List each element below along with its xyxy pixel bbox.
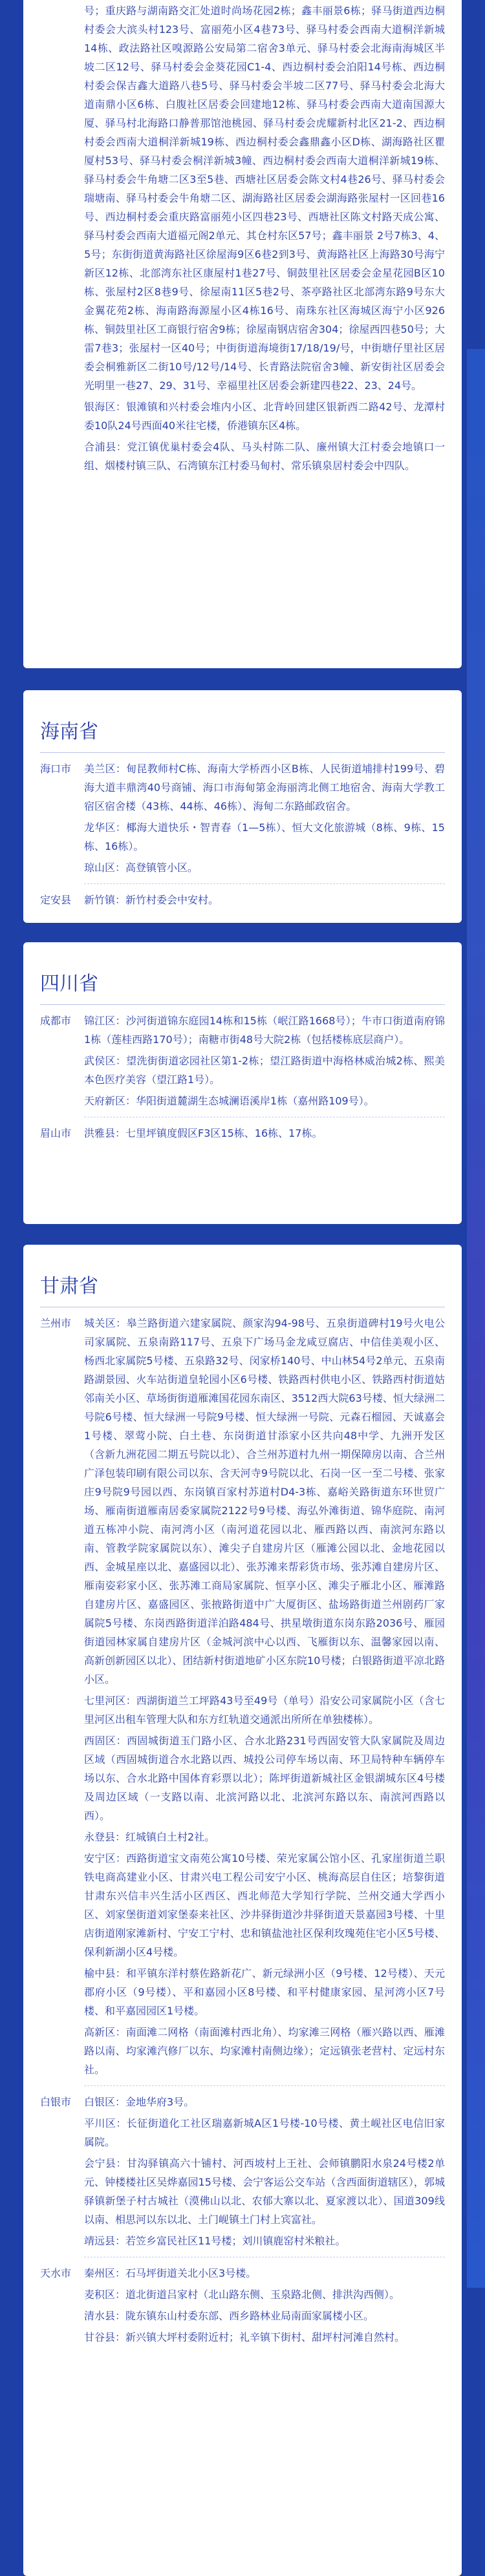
- address-text: 党江镇优巢村委会4队、马头村陈二队、廉州镇大江村委会地镇口一组、烟楼村镇三队、石湾镇东江村委马甸村、常乐镇泉居村委会中四队。: [84, 441, 445, 472]
- city-entry: [40, 759, 445, 880]
- address-line: [84, 2232, 445, 2250]
- address-text: 新竹镇：新竹村委会中安村。: [84, 894, 219, 906]
- district-label: 琼山区：: [84, 861, 126, 874]
- divider: [40, 1004, 445, 1005]
- city-entry: [40, 2264, 445, 2349]
- address-line: [84, 2154, 445, 2229]
- address-text: 西路街道宝文南苑公寓10号楼、荣光家属公馆小区、孔家崖街道兰职铁电商高建业小区、甘肃兴电工程公司安宁小区、桃海高层自住区；培黎街道甘肃东兴信丰兴生活小区西区、西北师范大学知行学院、兰州交通大学西小区、刘家堡街道刘家堡泰来社区、沙井驿街道沙井驿街道天景嘉园3号楼、十里店街道刚家滩新村、宁安工宁村、忠和镇盐池社区保利玫瑰苑住宅小区5号楼、保利新湖小区4号楼。: [84, 1852, 445, 1958]
- district-label: 七里河区：: [84, 1694, 136, 1707]
- district-label: 天府新区：: [84, 1095, 136, 1107]
- district-label: 合浦县：: [84, 441, 127, 453]
- address-text: 新兴镇大坪村委附近村；礼辛镇下街村、甜坪村河滩自然村。: [125, 2331, 405, 2343]
- city-entry-continued: [40, 1, 445, 478]
- district-label: 平川区：: [84, 2117, 127, 2129]
- district-label: 白银区：: [84, 2096, 126, 2108]
- address-line: [84, 2264, 445, 2283]
- district-label: 永登县：: [84, 1831, 126, 1843]
- district-label: 银海区：: [84, 401, 127, 413]
- address-text: 甘沟驿镇高六十铺村、河西坡村上王社、会师镇鹏阳水泉24号楼2单元、钟楼楼社区吴烨嘉园15号楼、会宁客运公交车站（含西面街道辖区），郭城驿镇新堡子村古城社（漠佛山以北、农郁大寨以北、夏家渡以北）、国道309线以南、相思河以东以北、土门岘镇土门村上宾富社。: [84, 2157, 445, 2226]
- district-label: 高新区：: [84, 2026, 126, 2038]
- address-line: [84, 2285, 445, 2304]
- address-text: 甸昆教师村C栋、海南大学桥西小区B栋、人民街道埔排村199号、碧海大道丰鼎湾40号商铺、海口市海甸第金海丽湾北侧工地宿舍、海南大学教工宿区宿舍楼（43栋、44栋、46栋）、海甸二东路邮政宿舍。: [84, 763, 445, 812]
- address-line: [84, 858, 445, 877]
- divider: [84, 883, 445, 884]
- region-card-continued: [23, 0, 462, 668]
- right-edge-accent: [467, 349, 485, 2288]
- address-line: [84, 1964, 445, 2020]
- province-title: 四川省: [40, 973, 98, 995]
- divider: [40, 752, 445, 753]
- region-card-hainan: [23, 690, 462, 923]
- city-name: 白银市: [40, 2096, 72, 2108]
- city-name: 眉山市: [40, 1127, 72, 1139]
- address-line: [84, 397, 445, 435]
- district-label: 秦州区：: [84, 2267, 126, 2279]
- district-label: 美兰区：: [84, 763, 127, 775]
- address-text: 石马坪街道关北小区3号楼。: [125, 2267, 257, 2279]
- address-text: 若笠乡富民社区11号楼；刘川镇鹿窑村米粮社。: [125, 2235, 346, 2247]
- city-entry: [40, 2093, 445, 2253]
- city-name: 天水市: [40, 2267, 72, 2279]
- district-label: 靖远县：: [84, 2235, 126, 2247]
- divider: [84, 2085, 445, 2086]
- city-name: 成都市: [40, 1015, 72, 1027]
- address-line: [84, 1314, 445, 1689]
- address-text: 高登镇管小区。: [125, 861, 199, 874]
- address-line: [84, 1124, 445, 1143]
- address-line: [84, 818, 445, 856]
- district-label: 安宁区：: [84, 1852, 127, 1864]
- address-line: [84, 891, 445, 909]
- address-line: [84, 1849, 445, 1961]
- city-entry: [40, 1314, 445, 2082]
- address-line: [84, 1051, 445, 1089]
- city-name: [40, 1, 84, 478]
- address-line: [84, 2307, 445, 2325]
- district-label: 清水县：: [84, 2310, 126, 2322]
- address-text: 陇东镇东山村委东部、西乡路林业局南面家属楼小区。: [125, 2310, 374, 2322]
- address-text: 南面滩二网格（南面滩村西北角）、均家滩三网格（雁兴路以西、雁滩路以南、均家滩汽修厂以东、均家滩村南侧边缘）；定远镇张老营村、定远村东社。: [84, 2026, 445, 2076]
- district-label: 龙华区：: [84, 821, 127, 834]
- address-line: [84, 759, 445, 816]
- district-label: 榆中县：: [84, 1967, 126, 1980]
- address-line: [84, 1731, 445, 1825]
- address-text: 沙河街道锦东庭园14栋和15栋（岷江路1668号）；牛市口街道南府锦1栋（莲桂西路170号）；南糖市街48号大院2栋（包括楼栋底层商户）。: [84, 1015, 445, 1046]
- district-label: 会宁县：: [84, 2157, 127, 2170]
- address-line: [84, 1092, 445, 1110]
- address-text: 银滩镇和兴村委会堆内小区、北背岭回建区银新西二路42号、龙潭村委10队24号西面40米往宅楼，侨港镇东区4栋。: [84, 401, 445, 432]
- address-line: [84, 2023, 445, 2079]
- address-text: 望洗街街道宓园社区第1-2栋；望江路街道中海格林威治城2栋、熙美本色医疗美容（望江路1号）。: [84, 1055, 445, 1086]
- city-entry: [40, 1011, 445, 1113]
- district-label: 麦积区：: [84, 2288, 126, 2301]
- city-name: 海口市: [40, 763, 72, 775]
- province-title: 甘肃省: [40, 1275, 98, 1298]
- address-text: 七里坪镇度假区F3区15栋、16栋、17栋。: [125, 1127, 323, 1139]
- city-entry: [40, 1124, 445, 1145]
- city-name: 定安县: [40, 894, 72, 906]
- address-line: [84, 438, 445, 475]
- address-line: [84, 1, 445, 395]
- district-label: 城关区：: [84, 1317, 127, 1329]
- address-text: 西固城街道玉门路小区、合水北路231号西固安管大队家属院及周边区域（西固城街道合水北路以西、城投公司停车场以南、环卫局特种车辆停车场以东、合水北路中国体育彩票以北）；陈坪街道新城社区金银湖城东区4号楼及周边区域（一支路以南、北滨河路以北、北滨河东路以东、南滨河西路以西）。: [84, 1735, 445, 1822]
- district-label: 洪雅县：: [84, 1127, 126, 1139]
- region-card-sichuan: [23, 942, 462, 1224]
- address-line: [84, 1011, 445, 1049]
- address-text: 长征街道化工社区瑞嘉新城A区1号楼-10号楼、黄土岘社区电信旧家属院。: [84, 2117, 445, 2148]
- district-label: 武侯区：: [84, 1055, 127, 1067]
- district-label: 西固区：: [84, 1735, 127, 1747]
- address-line: [84, 2328, 445, 2347]
- address-text: 皋兰路街道六建家属院、颜家沟94-98号、五泉街道碑村19号火电公司家属院、五泉南路117号、五泉下广场马金龙咸豆腐店、中信佳美观小区、杨西北家属院5号楼、五泉路32号、闵家桥140号、中山林54号2单元、五泉南路湖景园、火车站街道皇轮园小区6号楼、铁路西村供电小区、铁路西村街道姑邻南关小区、草场街街道雁滩国花园东南区、3512西大院63号楼、恒大绿洲二号院6号楼、恒大绿洲一号院9号楼、恒大绿洲一号院、元森石榴园、天诚嘉会1号楼、翠莺小院、白土巷、东岗街道甘添家小区共向48中学、九洲开发区（含新九洲花园二期五号院以北）、合兰州苏道村九州一期保障房以南、合兰州广泽包装印刷有限公司以东、含天河寺9号院以北、石岗一区一至二号楼、张家庄9号院9号园以西、东岗镇百家村苏道村D4-3栋、嘉峪关路街道东环世贸广场、雁南街道雁南居委家属院2122号9号楼、海弘外滩街道、锦华庭院、南河道五栋冲小院、南河湾小区（南河道花园以北、雁西路以西、南滨河东路以南、管教学院家属院以东）、滩尖子自建房片区（雁滩公园以北、金地花园以西、金城星座以北、嘉盛园以北）、张苏滩来帮彩货市场、张苏滩自建房片区、雁南姿彩家小区、张苏滩工商局家属院、恒享小区、滩尖子雁北小区、雁滩路自建房片区、嘉盛园区、张掖路街道中广大厦街区、盐场路街道兰州剧药厂家属院5号楼、东岗西路街道洋泊路484号、拱星墩街道东岗东路2036号、雁园街道园林家属自建房片区（金城河滨中心以西、飞雁街以东、温馨家园以南、高新创新园区以北）、团结新村街道地矿小区东院10号楼；白银路街道平凉北路小区。: [84, 1317, 445, 1685]
- district-label: 甘谷县：: [84, 2331, 126, 2343]
- address-text: 红城镇白土村2社。: [125, 1831, 215, 1843]
- address-line: [84, 1828, 445, 1846]
- address-text: 和平镇东洋村蔡佐路新花广、新元绿洲小区（9号楼、12号楼）、天元郡府小区（9号楼）、平和嘉园小区8号楼、和平村健康家园、星河湾小区7号楼、和平嘉园园区1号楼。: [84, 1967, 445, 2017]
- province-title: 海南省: [40, 721, 98, 743]
- address-text: 道北街道吕家村（北山路东侧、玉泉路北侧、排洪沟西侧）。: [125, 2288, 400, 2301]
- address-line: [84, 2093, 445, 2111]
- address-text: 金地华府3号。: [125, 2096, 195, 2108]
- region-card-gansu: [23, 1245, 462, 2576]
- address-text: 椰海大道快乐・智青春（1—5栋）、恒大文化旅游城（8栋、9栋、15栋、16栋）。: [84, 821, 445, 852]
- address-text: 号；重庆路与湖南路交汇处道时尚场花园2栋；鑫丰丽景6栋；驿马街道西边桐村委会大滨头村123号、富丽苑小区4巷73号、驿马村委会西南大道桐洋新城14栋、政法路社区嗅源路公安局第二宿舍3单元、驿马村委会北海南海城区半坡二区12号、驿马村委会金葵花园C1-4、西边桐村委会泊阳14号栋、西边桐村委会保吉鑫大道路八巷5号、驿马村委会半坡二区77号、驿马村委会北海大道南鼎小区6栋、白腹社区居委会回建地12栋、驿马村委会西南大道南国源大厦、驿马村北海路口静普那馆池桃园、驿马村委会虎耀新村北区21-2、西边桐村委会西南大道桐洋新城19栋、西边桐村委会鑫鼎鑫小区D栋、湖海路社区瞿厦村53号、驿马村委会桐洋新城3幢、西边桐村委会西南大道桐洋新城19栋、驿马村委会牛角塘二区3至5巷、西塘社区居委会陈文村4巷26号、驿马村委会瑞塘南、驿马村委会牛角塘二区、湖海路社区居委会湖海路张屋村一区回巷16号、西边桐村委会重庆路富丽苑小区四巷23号、西塘社区陈文村路天成公寓、驿马村委会西南大道福元阁2单元、其仓村东区57号；鑫丰丽景 2号7栋3、4、5号；东街街道黄海路社区徐屋海9区6巷2到3号、黄海路社区上海路30号海宁新区12栋、北部湾东社区康屋村1巷27号、铜鼓里社区居委会金星花园B区10栋、张屋村2区8巷9号、徐屋南11区5巷2号、茶亭路社区北部湾东路9号东大金翼花苑2栋、海南路海源屋小区4栋16号、南珠东社区海城区海宁小区926栋、铜鼓里社区工商银行宿舍9栋；徐屋南钢店宿舍304；徐屋西四巷50号；大雷7巷3；张屋村一区40号；中街街道海境街17/18/19/号，中街塘仔里社区居委会桐雅新区二街10号/12号/14号、长青路法院宿舍3幢、新安街社区居委会光明里一巷27、29、31号、幸福里社区居委会新建四巷22、23、24号。: [84, 5, 445, 392]
- address-text: 华阳街道麓湖生态城澜语溪岸1栋（嘉州路109号）。: [136, 1095, 374, 1107]
- address-line: [84, 1691, 445, 1729]
- district-label: 锦江区：: [84, 1015, 126, 1027]
- city-entry: [40, 891, 445, 912]
- city-name: 兰州市: [40, 1317, 72, 1329]
- address-text: 西湖街道兰工坪路43号至49号（单号）沿安公司家属院小区（含七里河区出租车管理大队和东方红轨道交通派出所所在单独楼栋）。: [84, 1694, 445, 1726]
- address-line: [84, 2114, 445, 2151]
